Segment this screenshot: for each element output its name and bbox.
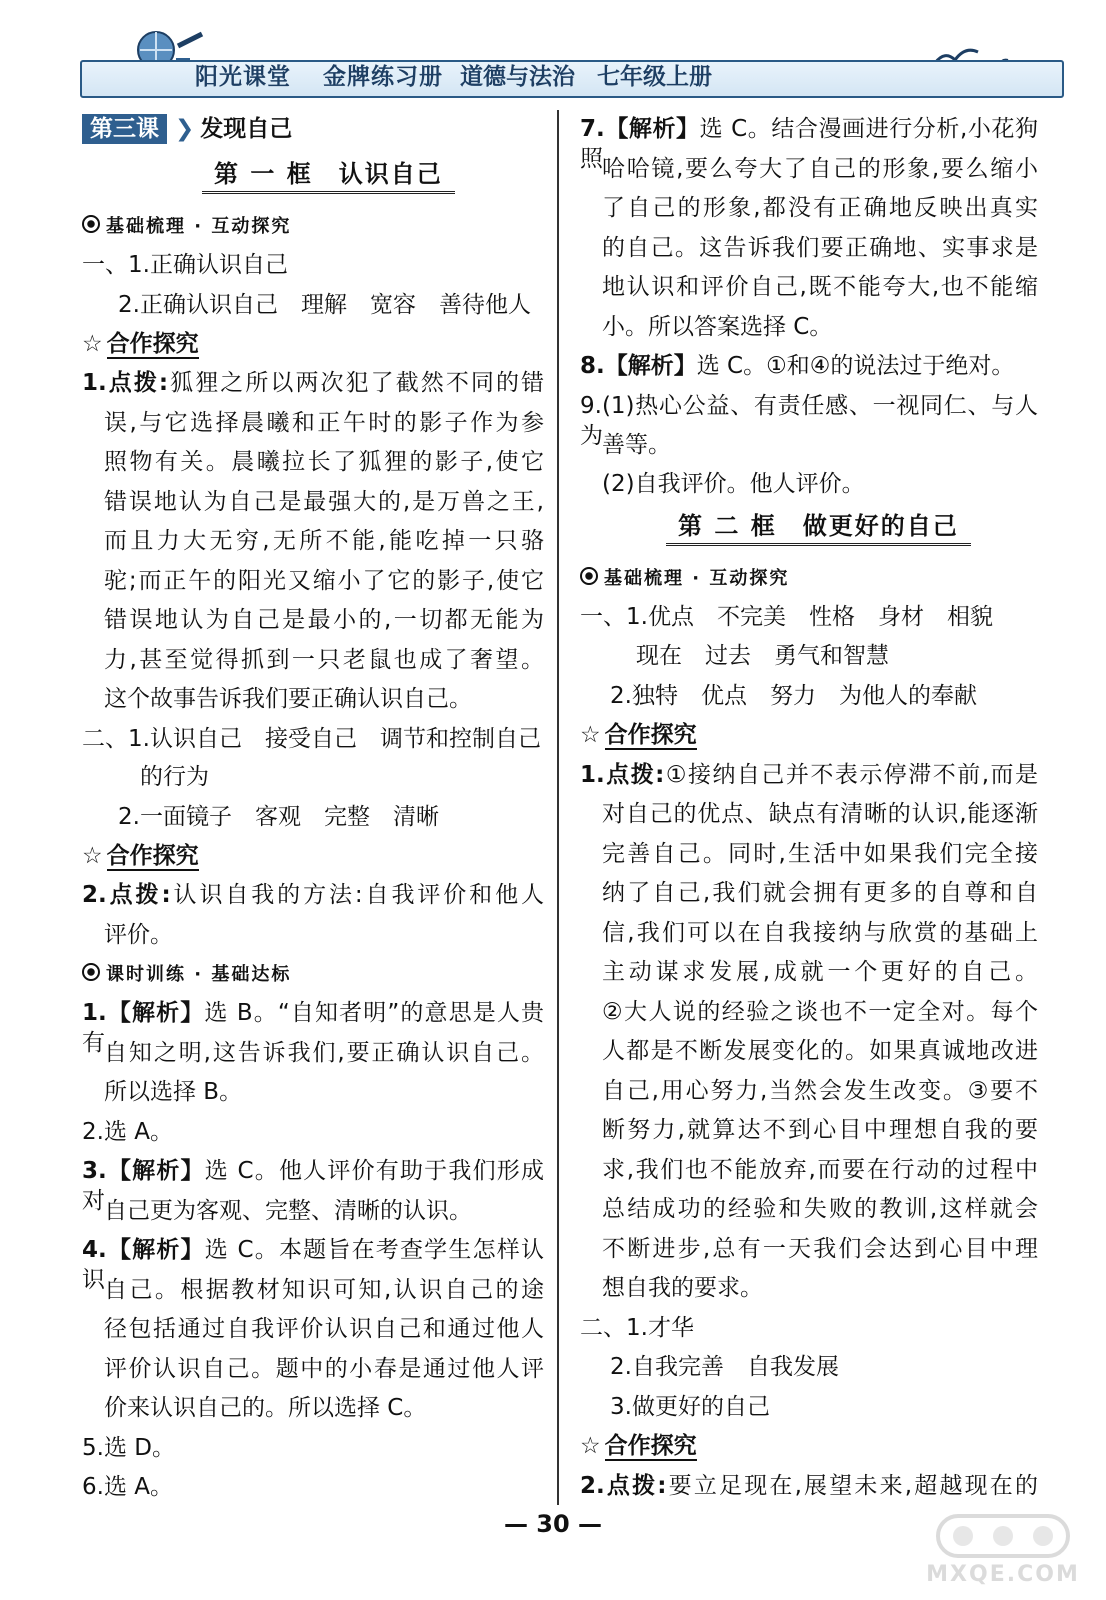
- answer-line: 小。所以答案选择 C。: [602, 314, 833, 340]
- item-label: 1.【解析】: [82, 1000, 205, 1026]
- answer-line: 而且力大无穷,无所不能,能吃掉一只骆: [104, 528, 544, 554]
- answer-line: 哈哈镜,要么夸大了自己的形象,要么缩小: [602, 156, 1038, 182]
- item-label: 4.【解析】: [82, 1237, 205, 1263]
- section-heading: [82, 212, 291, 242]
- answer-line: 这个故事告诉我们要正确认识自己。: [104, 686, 472, 712]
- item-text: 选 C。本题旨在考查学生怎样认识: [82, 1237, 544, 1293]
- answer-line: 一、1.优点 不完美 性格 身材 相貌: [580, 604, 993, 630]
- answer-line: 想自我的要求。: [602, 1275, 763, 1301]
- answer-line: 2.选 A。: [82, 1119, 173, 1145]
- section-heading-text: 基础梳理 · 互动探究: [604, 568, 790, 589]
- answer-line: 照物有关。晨曦拉长了狐狸的影子,使它: [104, 449, 544, 475]
- grade-label: 七年级上册: [597, 64, 712, 90]
- cooperation-heading: [580, 720, 697, 750]
- answer-line: 错误地认为自己是最小的,一切都无能为: [104, 607, 544, 633]
- cooperation-heading: [82, 329, 199, 359]
- answer-line: 一、1.正确认识自己: [82, 252, 288, 278]
- cooperation-heading-text: 合作探究: [106, 331, 199, 357]
- star-icon: ☆: [82, 843, 103, 869]
- answer-line: 对自己的优点、缺点有清晰的认识,能逐渐: [602, 801, 1038, 827]
- answer-line: 主动谋求发展,成就一个更好的自己。: [602, 959, 1038, 985]
- answer-line: 信,我们可以在自我接纳与欣赏的基础上: [602, 920, 1038, 946]
- chevron-right-icon: ❯: [175, 116, 195, 142]
- item-label: 7.【解析】: [580, 116, 700, 142]
- answer-line: 完善自己。同时,生活中如果我们完全接: [602, 841, 1038, 867]
- answer-line: 6.选 A。: [82, 1474, 173, 1500]
- series-title: 阳光课堂: [195, 64, 291, 90]
- lesson-heading: [82, 114, 292, 144]
- answer-line: 纳了自己,我们就会拥有更多的自尊和自: [602, 880, 1038, 906]
- frame-title: 第 一 框 认识自己: [202, 154, 455, 194]
- item-label: 2.点拨:: [82, 882, 171, 908]
- item-text: 狐狸之所以两次犯了截然不同的错: [168, 370, 544, 396]
- watermark-logo-icon: [918, 1510, 1088, 1562]
- answer-line: 3.做更好的自己: [610, 1394, 770, 1420]
- answer-line: 自己,用心努力,当然会发生改变。③要不: [602, 1078, 1038, 1104]
- answer-line: [580, 760, 1038, 790]
- answer-line: 二、1.认识自己 接受自己 调节和控制自己: [82, 726, 541, 752]
- subject-label: 道德与法治: [460, 64, 575, 90]
- cooperation-heading-text: 合作探究: [106, 843, 199, 869]
- answer-line: (2)自我评价。他人评价。: [602, 471, 865, 497]
- answer-line: 自己。根据教材知识可知,认识自己的途: [104, 1277, 544, 1303]
- item-text: ①接纳自己并不表示停滞不前,而是: [664, 762, 1038, 788]
- answer-line: 评价认识自己。题中的小春是通过他人评: [104, 1356, 544, 1382]
- answer-line: [580, 351, 1014, 381]
- answer-line: 人都是不断发展变化的。如果真诚地改进: [602, 1038, 1038, 1064]
- answer-line: 5.选 D。: [82, 1435, 175, 1461]
- watermark: [918, 1510, 1088, 1590]
- answer-line: 断努力,就算达不到心目中理想自我的要: [602, 1117, 1038, 1143]
- item-text: 选 C。他人评价有助于我们形成对: [82, 1158, 544, 1214]
- answer-line: 了自己的形象,都没有正确地反映出真实: [602, 195, 1038, 221]
- lesson-label: 第三课: [82, 114, 167, 144]
- cooperation-heading: [82, 841, 199, 871]
- answer-line: 误,与它选择晨曦和正午时的影子作为参: [104, 410, 544, 436]
- item-label: 8.【解析】: [580, 353, 697, 379]
- answer-line: 自知之明,这告诉我们,要正确认识自己。: [104, 1040, 544, 1066]
- answer-line: 评价。: [104, 922, 173, 948]
- answer-line: 地认识和评价自己,既不能夸大,也不能缩: [602, 274, 1038, 300]
- star-icon: ☆: [580, 722, 601, 748]
- item-text: 认识自我的方法:自我评价和他人: [170, 882, 544, 908]
- item-text: 选 C。结合漫画进行分析,小花狗照: [580, 116, 1038, 172]
- bullet-icon: [82, 963, 100, 981]
- answer-line: 2.正确认识自己 理解 宽容 善待他人: [118, 292, 531, 318]
- item-label: 1.点拨:: [82, 370, 169, 396]
- page-number: — 30 —: [503, 1510, 603, 1538]
- answer-line: 2.一面镜子 客观 完整 清晰: [118, 804, 439, 830]
- answer-line: 自己更为客观、完整、清晰的认识。: [104, 1198, 472, 1224]
- star-icon: ☆: [580, 1433, 601, 1459]
- watermark-text: MXQE.COM: [926, 1562, 1080, 1587]
- answer-line: 求,我们也不能放弃,而要在行动的过程中: [602, 1157, 1038, 1183]
- item-label: 3.【解析】: [82, 1158, 205, 1184]
- item-text: 选 B。“自知者明”的意思是人贵有: [82, 1000, 544, 1056]
- item-label: 2.点拨:: [580, 1473, 667, 1499]
- answer-line: 2.自我完善 自我发展: [610, 1354, 839, 1380]
- answer-line: [580, 1471, 1038, 1501]
- answer-line: 9.(1)热心公益、有责任感、一视同仁、与人为: [580, 393, 1038, 449]
- frame-title: 第 二 框 做更好的自己: [666, 506, 971, 546]
- item-label: 1.点拨:: [580, 762, 665, 788]
- answer-line: 径包括通过自我评价认识自己和通过他人: [104, 1316, 544, 1342]
- answer-line: 驼;而正午的阳光又缩小了它的影子,使它: [104, 568, 544, 594]
- item-text: 要立足现在,展望未来,超越现在的: [666, 1473, 1038, 1499]
- answer-line: 总结成功的经验和失败的教训,这样就会: [602, 1196, 1038, 1222]
- cooperation-heading-text: 合作探究: [604, 1433, 697, 1459]
- section-heading: [580, 564, 789, 594]
- item-text: 选 C。①和④的说法过于绝对。: [696, 353, 1015, 379]
- answer-line: ②大人说的经验之谈也不一定全对。每个: [602, 999, 1038, 1025]
- cooperation-heading: [580, 1431, 697, 1461]
- bullet-icon: [82, 215, 100, 233]
- lesson-title: 发现自己: [200, 116, 293, 142]
- answer-line: 善等。: [602, 432, 671, 458]
- answer-line: 价来认识自己的。所以选择 C。: [104, 1395, 427, 1421]
- answer-line: 错误地认为自己是最强大的,是万兽之王,: [104, 489, 544, 515]
- answer-line: 2.独特 优点 努力 为他人的奉献: [610, 683, 977, 709]
- answer-line: [82, 880, 544, 910]
- bullet-icon: [580, 567, 598, 585]
- answer-line: 所以选择 B。: [104, 1079, 243, 1105]
- workbook-title: 金牌练习册: [323, 64, 443, 90]
- cooperation-heading-text: 合作探究: [604, 722, 697, 748]
- section-heading-text: 课时训练 · 基础达标: [106, 964, 292, 985]
- answer-line: 二、1.才华: [580, 1315, 694, 1341]
- page-header: [0, 0, 1106, 110]
- section-heading-text: 基础梳理 · 互动探究: [106, 216, 292, 237]
- answer-line: 现在 过去 勇气和智慧: [636, 643, 889, 669]
- answer-line: 不断进步,总有一天我们会达到心目中理: [602, 1236, 1038, 1262]
- section-heading: [82, 960, 291, 990]
- answer-line: 的行为: [140, 764, 209, 790]
- star-icon: ☆: [82, 331, 103, 357]
- answer-line: 的自己。这告诉我们要正确地、实事求是: [602, 235, 1038, 261]
- answer-line: [82, 368, 544, 398]
- column-divider: [557, 110, 559, 1505]
- answer-line: 力,甚至觉得抓到一只老鼠也成了奢望。: [104, 647, 544, 673]
